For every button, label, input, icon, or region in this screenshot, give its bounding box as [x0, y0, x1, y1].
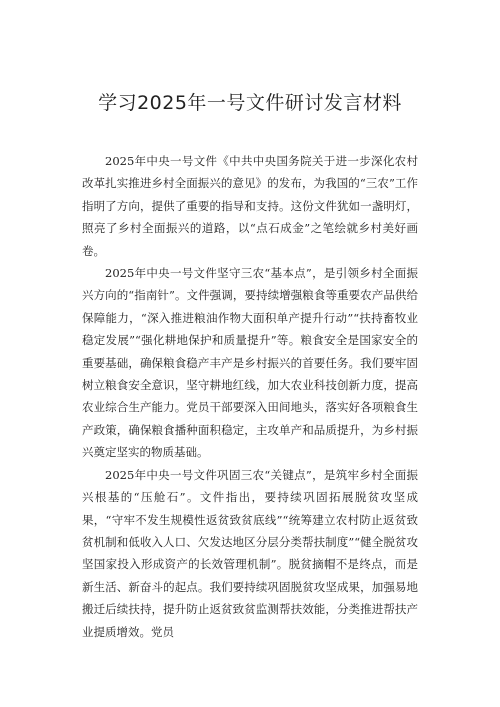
document-body	[82, 150, 418, 643]
paragraph-3: 2025年中央一号文件巩固三农“关键点”，是筑牢乡村全面振兴根基的“压舱石”。文件指出，要持续巩固拓展脱贫攻坚成果，“守牢不发生规模性返贫致贫底线”“统筹建立农村防止返贫致贫机制和低收入人口、欠发达地区分层分类帮扶制度”“健全脱贫攻坚国家投入形成资产的长效管理机制”。脱贫摘帽不是终点，而是新生活、新奋斗的起点。我们要持续巩固脱贫攻坚成果，加强易地搬迁后续扶持，提升防止返贫致贫监测帮扶效能，分类推进帮扶产业提质增效。党员	[82, 467, 418, 639]
document-title: 学习2025年一号文件研讨发言材料	[98, 92, 402, 114]
paragraph-2: 2025年中央一号文件坚守三农“基本点”，是引领乡村全面振兴方向的“指南针”。文件强调，要持续增强粮食等重要农产品供给保障能力，“深入推进粮油作物大面积单产提升行动”“扶持畜牧业稳定发展”“强化耕地保护和质量提升”等。粮食安全是国家安全的重要基础，确保粮食稳产丰产是乡村振兴的首要任务。我们要牢固树立粮食安全意识，坚守耕地红线，加大农业科技创新力度，提高农业综合生产能力。党员干部要深入田间地头，落实好各项粮食生产政策，确保粮食播种面积稳定，主攻单产和品质提升，为乡村振兴奠定坚实的物质基础。	[82, 266, 418, 460]
paragraph-1: 2025年中央一号文件《中共中央国务院关于进一步深化农村改革扎实推进乡村全面振兴的意见》的发布，为我国的“三农”工作指明了方向，提供了重要的指导和支持。这份文件犹如一盏明灯，照亮了乡村全面振兴的道路，以“点石成金”之笔绘就乡村美好画卷。	[82, 154, 418, 258]
